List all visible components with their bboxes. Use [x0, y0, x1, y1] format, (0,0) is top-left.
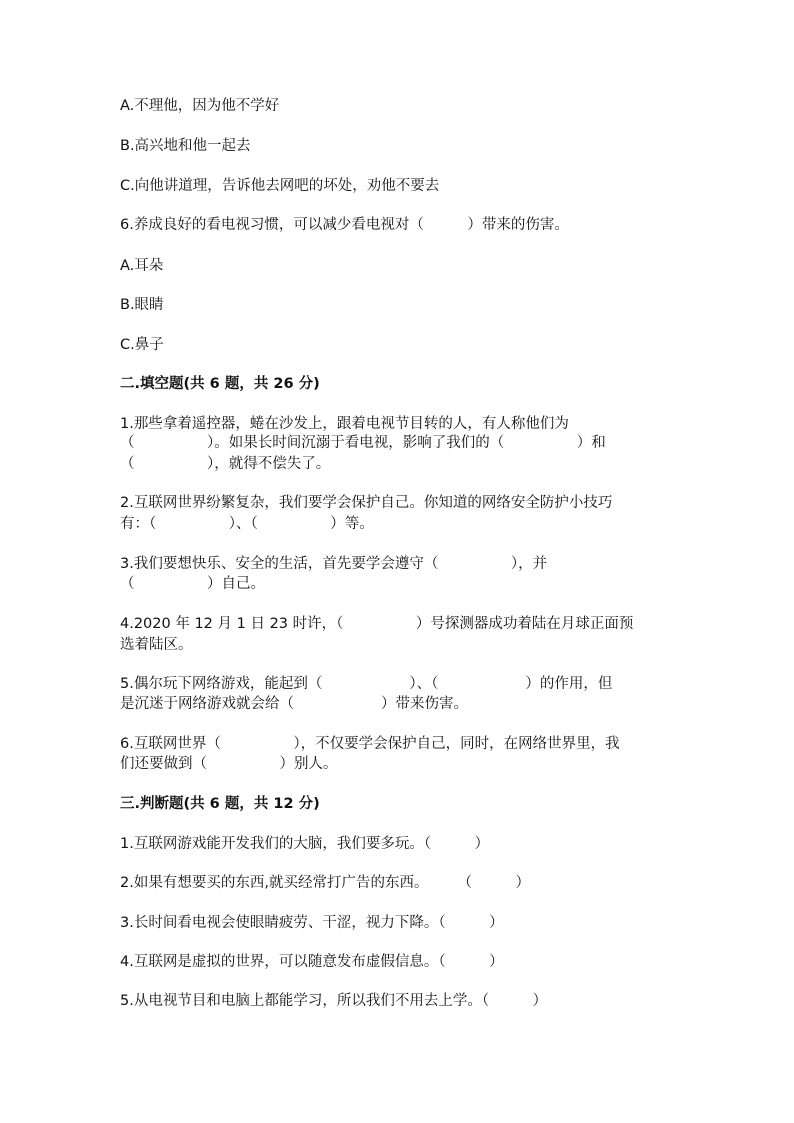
fill-q2-line1: 2.互联网世界纷繁复杂，我们要学会保护自己。你知道的网络安全防护小技巧	[120, 495, 613, 511]
question-6: 6.养成良好的看电视习惯，可以减少看电视对（ ）带来的伤害。	[120, 217, 569, 233]
option-c: C.鼻子	[120, 337, 164, 353]
fill-q6-line1: 6.互联网世界（ ），不仅要学会保护自己，同时，在网络世界里，我	[120, 736, 620, 752]
judge-item: 1.互联网游戏能开发我们的大脑，我们要多玩。（ ）	[120, 836, 490, 852]
fill-q6-line2: 们还要做到（ ）别人。	[120, 756, 338, 772]
option-c: C.向他讲道理，告诉他去网吧的坏处，劝他不要去	[120, 178, 440, 194]
fill-q1-line2: （ ）。如果长时间沉溺于看电视，影响了我们的（ ）和	[120, 435, 606, 451]
judge-item: 3.长时间看电视会使眼睛疲劳、干涩，视力下降。（ ）	[120, 915, 504, 931]
fill-q5-line1: 5.偶尔玩下网络游戏，能起到（ ）、（ ）的作用，但	[120, 676, 613, 692]
option-b: B.眼睛	[120, 297, 164, 313]
judge-item: 2.如果有想要买的东西,就买经常打广告的东西。 （ ）	[120, 875, 530, 891]
fill-q3-line2: （ ）自己。	[120, 576, 265, 592]
section-heading-judge: 三.判断题(共 6 题，共 12 分)	[120, 796, 320, 812]
fill-q5-line2: 是沉迷于网络游戏就会给（ ）带来伤害。	[120, 696, 468, 712]
fill-q4-line1: 4.2020 年 12 月 1 日 23 时许，（ ）号探测器成功着陆在月球正面预	[120, 616, 634, 632]
judge-item: 4.互联网是虚拟的世界，可以随意发布虚假信息。（ ）	[120, 954, 504, 970]
fill-q4-line2: 选着陆区。	[120, 637, 193, 653]
fill-q3-line1: 3.我们要想快乐、安全的生活，首先要学会遵守（ ），并	[120, 556, 548, 572]
section-heading-fill: 二.填空题(共 6 题，共 26 分)	[120, 376, 320, 392]
fill-q2-line2: 有：（ ）、（ ）等。	[120, 516, 374, 532]
fill-q1-line1: 1.那些拿着遥控器，蜷在沙发上，跟着电视节目转的人，有人称他们为	[120, 416, 569, 432]
option-b: B.高兴地和他一起去	[120, 138, 251, 154]
option-a: A.耳朵	[120, 258, 164, 274]
judge-item: 5.从电视节目和电脑上都能学习，所以我们不用去上学。（ ）	[120, 993, 548, 1009]
option-a: A.不理他，因为他不学好	[120, 98, 280, 114]
fill-q1-line3: （ ），就得不偿失了。	[120, 456, 331, 472]
